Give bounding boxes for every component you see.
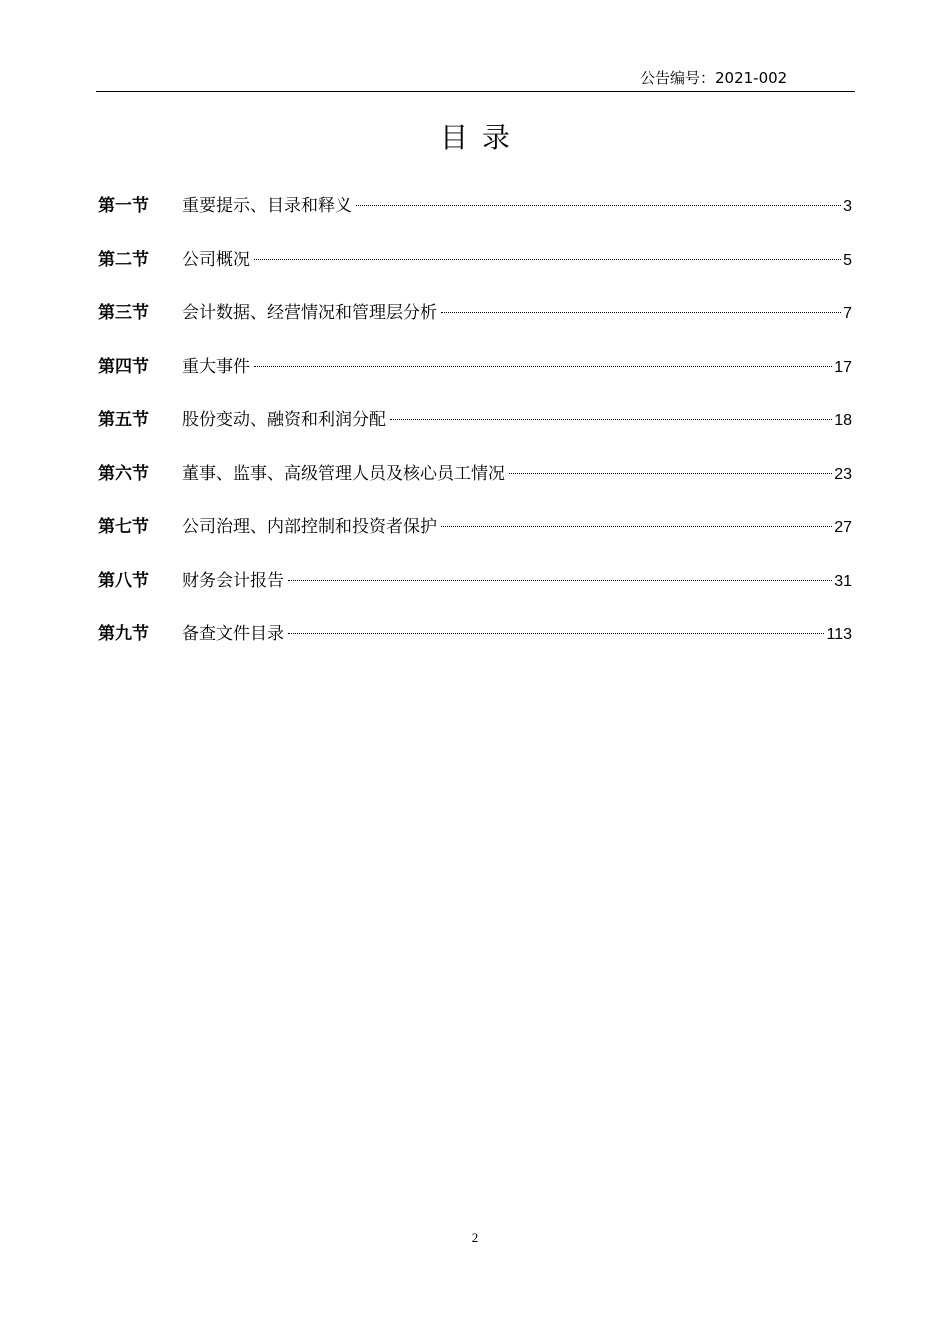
toc-item-9[interactable] — [98, 621, 852, 675]
toc-section-title: 备查文件目录 — [182, 624, 284, 644]
toc-section-number: 第二节 — [98, 249, 149, 270]
toc-page-number: 3 — [843, 198, 852, 215]
toc-dot-leader — [254, 259, 841, 260]
toc-item-2[interactable] — [98, 247, 852, 301]
toc-section-number: 第一节 — [98, 196, 149, 216]
toc-dot-leader — [509, 473, 832, 474]
toc-dot-leader — [356, 205, 841, 206]
toc-page-number: 31 — [834, 572, 852, 590]
toc-item-6[interactable] — [98, 461, 852, 515]
toc-dot-leader — [390, 419, 832, 420]
toc-section-title: 重要提示、目录和释义 — [182, 196, 352, 216]
toc-dot-leader — [254, 366, 832, 367]
toc-page-number: 27 — [834, 519, 852, 536]
toc-section-title: 公司治理、内部控制和投资者保护 — [182, 517, 437, 537]
toc-page-number: 113 — [826, 626, 852, 643]
toc-dot-leader — [441, 526, 832, 527]
toc-section-number: 第五节 — [98, 410, 149, 430]
toc-page-number: 17 — [834, 358, 852, 376]
toc-dot-leader — [288, 633, 824, 634]
toc-title: 目录 — [439, 121, 524, 154]
toc-section-title: 股份变动、融资和利润分配 — [182, 410, 386, 430]
toc-page-number: 5 — [843, 251, 852, 269]
toc-item-8[interactable] — [98, 568, 852, 622]
notice-number: 公告编号：2021-002 — [640, 69, 788, 87]
page-number: 2 — [471, 1230, 479, 1245]
toc-section-title: 财务会计报告 — [182, 570, 284, 591]
toc-section-number: 第九节 — [98, 624, 149, 644]
toc-dot-leader — [288, 580, 832, 581]
toc-section-title: 重大事件 — [182, 356, 250, 377]
toc-section-number: 第四节 — [98, 356, 149, 377]
toc-section-title: 会计数据、经营情况和管理层分析 — [182, 303, 437, 323]
toc-dot-leader — [441, 312, 841, 313]
toc-item-3[interactable] — [98, 300, 852, 354]
toc-page-number: 18 — [834, 412, 852, 429]
toc-page-number: 23 — [834, 465, 852, 483]
toc-item-7[interactable] — [98, 514, 852, 568]
toc-section-number: 第六节 — [98, 463, 149, 484]
toc-section-number: 第三节 — [98, 303, 149, 323]
toc-list — [98, 193, 852, 675]
toc-item-1[interactable] — [98, 193, 852, 247]
toc-section-number: 第七节 — [98, 517, 149, 537]
toc-section-number: 第八节 — [98, 570, 149, 591]
toc-item-5[interactable] — [98, 407, 852, 461]
header-divider — [96, 91, 855, 92]
toc-item-4[interactable] — [98, 354, 852, 408]
toc-page-number: 7 — [843, 305, 852, 322]
toc-section-title: 董事、监事、高级管理人员及核心员工情况 — [182, 463, 505, 484]
toc-section-title: 公司概况 — [182, 249, 250, 270]
